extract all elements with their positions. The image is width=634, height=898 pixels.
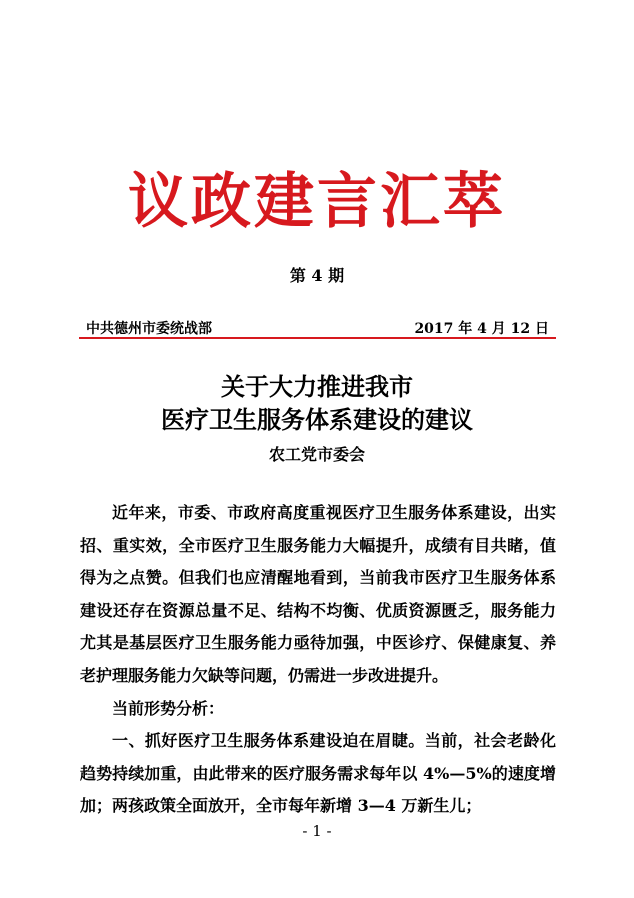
article-body [80, 497, 556, 823]
article-title-line-1: 关于大力推进我市 [221, 372, 413, 401]
issue-date: 2017 年 4 月 12 日 [414, 321, 549, 337]
issue-number: 第 4 期 [289, 266, 345, 285]
body-section-heading: 当前形势分析： [112, 698, 225, 718]
issuing-organization: 中共德州市委统战部 [86, 321, 212, 337]
body-paragraph-1: 近年来，市委、市政府高度重视医疗卫生服务体系建设，出实招、重实效，全市医疗卫生服务能力大幅提升，成绩有目共睹，值得为之点赞。但我们也应清醒地看到，当前我市医疗卫生服务体系建设还存在资源总量不足、结构不均衡、优质资源匮乏，服务能力尤其是基层医疗卫生服务能力亟待加强，中医诊疗、保健康复、养老护理服务能力欠缺等问题，仍需进一步改进提升。 [80, 503, 556, 685]
masthead-title: 议政建言汇萃 [128, 167, 506, 237]
article-author: 农工党市委会 [268, 445, 365, 464]
article-title [0, 370, 634, 436]
red-divider-line [79, 337, 556, 339]
page-number: - 1 - [302, 822, 332, 840]
body-paragraph-2: 一、抓好医疗卫生服务体系建设迫在眉睫。当前，社会老龄化趋势持续加重，由此带来的医疗服务需求每年以 4%—5%的速度增加；两孩政策全面放开，全市每年新增 3—4 万新生儿； [80, 731, 556, 816]
article-title-line-2: 医疗卫生服务体系建设的建议 [161, 405, 473, 434]
